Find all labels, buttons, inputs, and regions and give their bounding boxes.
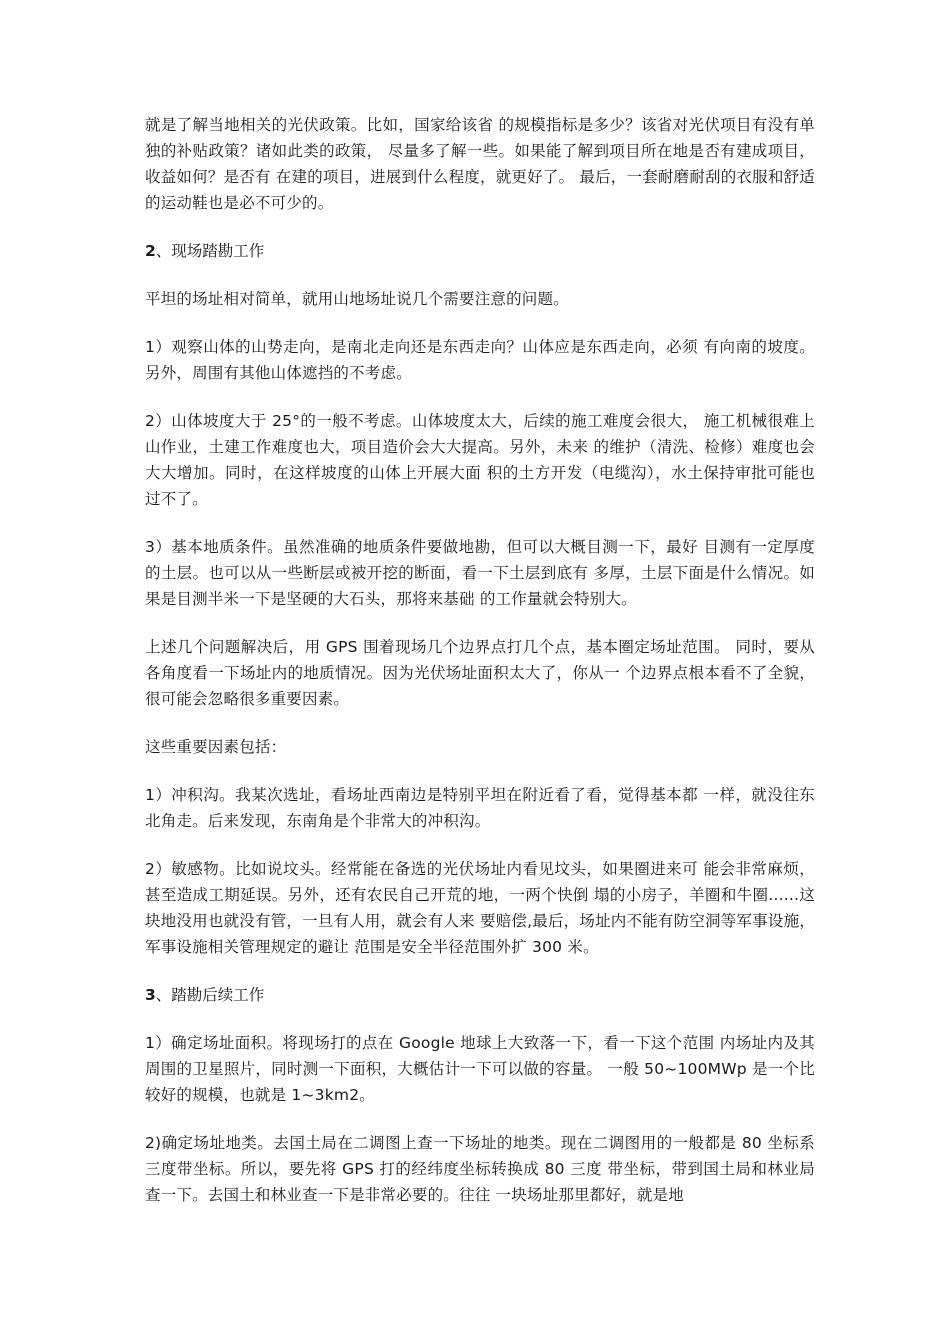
section-title: 、现场踏勘工作 bbox=[155, 242, 265, 260]
paragraph-item-3: 3）基本地质条件。虽然准确的地质条件要做地勘，但可以大概目测一下，最好 目测有一定厚度的土层。也可以从一些断层或被开挖的断面，看一下土层到底有 多厚，土层下面是什么情况。如果是目测半米一下是坚硬的大石头，那将来基础 的工作量就会特别大。 bbox=[145, 538, 815, 608]
section-heading-site-survey bbox=[145, 238, 815, 264]
paragraph-gps: 上述几个问题解决后，用 GPS 围着现场几个边界点打几个点，基本圈定场址范围。 同时，要从各角度看一下场址内的地质情况。因为光伏场址面积太大了，你从一 个边界点根本看不了全貌，很可能会忽略很多重要因素。 bbox=[145, 638, 815, 708]
paragraph-policy: 就是了解当地相关的光伏政策。比如，国家给该省 的规模指标是多少？该省对光伏项目有没有单独的补贴政策？诸如此类的政策， 尽量多了解一些。如果能了解到项目所在地是否有建成项目，收益如何？是否有 在建的项目，进展到什么程度，就更好了。 最后，一套耐磨耐刮的衣服和舒适的运动鞋也是必不可少的。 bbox=[145, 116, 815, 212]
paragraph-factor-2: 2）敏感物。比如说坟头。经常能在备选的光伏场址内看见坟头，如果圈进来可 能会非常麻烦，甚至造成工期延误。另外，还有农民自己开荒的地，一两个快倒 塌的小房子，羊圈和牛圈......这块地没用也就没有管，一旦有人用，就会有人来 要赔偿,最后，场址内不能有防空洞等军事设施，军事设施相关管理规定的避让 范围是安全半径范围外扩 300 米。 bbox=[145, 860, 815, 956]
section-heading-follow-up bbox=[145, 982, 815, 1008]
section-title: 、踏勘后续工作 bbox=[155, 986, 265, 1004]
section-number: 2 bbox=[145, 242, 156, 260]
paragraph-item-1: 1）观察山体的山势走向，是南北走向还是东西走向？山体应是东西走向，必须 有向南的坡度。另外，周围有其他山体遮挡的不考虑。 bbox=[145, 338, 815, 382]
paragraph-intro: 平坦的场址相对简单，就用山地场址说几个需要注意的问题。 bbox=[145, 290, 569, 308]
paragraph-factor-1: 1）冲积沟。我某次选址，看场址西南边是特别平坦在附近看了看，觉得基本都 一样，就没往东北角走。后来发现，东南角是个非常大的冲积沟。 bbox=[145, 786, 815, 830]
paragraph-follow-up-2: 2)确定场址地类。去国土局在二调图上查一下场址的地类。现在二调图用的一般都是 80 坐标系三度带坐标。所以，要先将 GPS 打的经纬度坐标转换成 80 三度 带坐标，带到国土局和林业局查一下。去国土和林业查一下是非常必要的。往往 一块场址那里都好，就是地 bbox=[145, 1134, 815, 1204]
paragraph-item-2: 2）山体坡度大于 25°的一般不考虑。山体坡度太大，后续的施工难度会很大， 施工机械很难上山作业，土建工作难度也大，项目造价会大大提高。另外，未来 的维护（清洗、检修）难度也会大大增加。同时，在这样坡度的山体上开展大面 积的土方开发（电缆沟），水土保持审批可能也过不了。 bbox=[145, 412, 815, 508]
section-number: 3 bbox=[145, 986, 156, 1004]
document-page bbox=[145, 112, 815, 1230]
paragraph-follow-up-1: 1）确定场址面积。将现场打的点在 Google 地球上大致落一下，看一下这个范围 内场址内及其周围的卫星照片，同时测一下面积，大概估计一下可以做的容量。 一般 50~100MWp 是一个比较好的规模，也就是 1~3km2。 bbox=[145, 1034, 815, 1104]
paragraph-factors-intro: 这些重要因素包括： bbox=[145, 738, 287, 756]
